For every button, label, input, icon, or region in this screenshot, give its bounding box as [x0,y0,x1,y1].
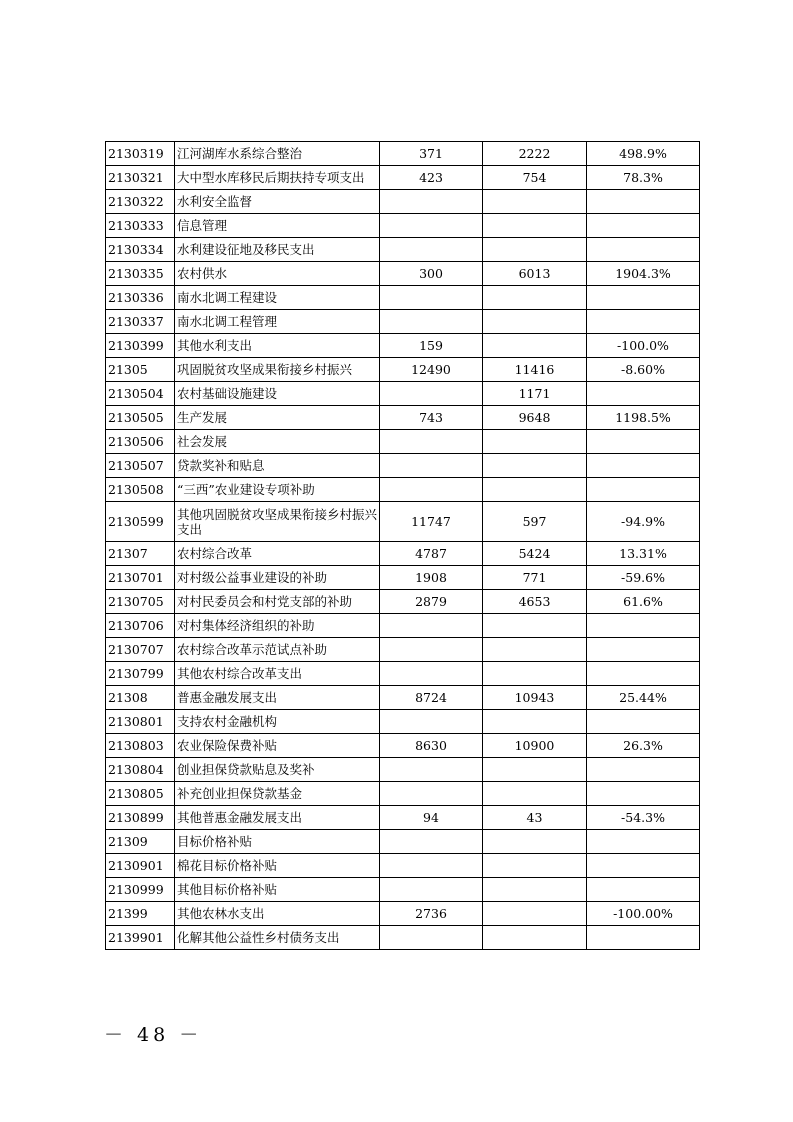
subject-code-cell: 2130334 [106,238,175,262]
value-col2-cell: 5424 [483,542,587,566]
change-rate-cell: 498.9% [587,142,700,166]
value-col2-cell: 771 [483,566,587,590]
change-rate-cell [587,830,700,854]
subject-name-cell: 棉花目标价格补贴 [175,854,380,878]
value-col2-cell [483,190,587,214]
subject-name-cell: 南水北调工程建设 [175,286,380,310]
change-rate-cell [587,430,700,454]
subject-code-cell: 2130507 [106,454,175,478]
change-rate-cell: -54.3% [587,806,700,830]
subject-code-cell: 2130803 [106,734,175,758]
change-rate-cell [587,782,700,806]
table-row [106,590,700,614]
subject-code-cell: 2130706 [106,614,175,638]
subject-name-cell: 农村综合改革 [175,542,380,566]
value-col2-cell: 9648 [483,406,587,430]
value-col1-cell [380,662,483,686]
subject-name-cell: 其他普惠金融发展支出 [175,806,380,830]
subject-code-cell: 2130805 [106,782,175,806]
value-col2-cell [483,926,587,950]
value-col1-cell: 423 [380,166,483,190]
value-col2-cell [483,430,587,454]
change-rate-cell [587,638,700,662]
change-rate-cell: 25.44% [587,686,700,710]
value-col1-cell [380,214,483,238]
value-col1-cell [380,758,483,782]
subject-code-cell: 2130508 [106,478,175,502]
subject-name-cell: 江河湖库水系综合整治 [175,142,380,166]
value-col2-cell [483,758,587,782]
subject-code-cell: 2130319 [106,142,175,166]
subject-name-cell: “三西”农业建设专项补助 [175,478,380,502]
subject-name-cell: 南水北调工程管理 [175,310,380,334]
value-col2-cell: 10943 [483,686,587,710]
value-col1-cell [380,454,483,478]
subject-code-cell: 2130801 [106,710,175,734]
table-row [106,478,700,502]
value-col1-cell [380,430,483,454]
value-col1-cell [380,238,483,262]
subject-code-cell: 21305 [106,358,175,382]
subject-name-cell: 农村基础设施建设 [175,382,380,406]
change-rate-cell [587,190,700,214]
subject-code-cell: 21308 [106,686,175,710]
table-row [106,830,700,854]
budget-table [105,141,700,950]
table-row [106,334,700,358]
change-rate-cell [587,478,700,502]
subject-name-cell: 生产发展 [175,406,380,430]
subject-code-cell: 21307 [106,542,175,566]
change-rate-cell: 61.6% [587,590,700,614]
value-col1-cell: 12490 [380,358,483,382]
value-col2-cell: 10900 [483,734,587,758]
change-rate-cell [587,758,700,782]
value-col2-cell [483,638,587,662]
table-row [106,662,700,686]
value-col2-cell: 4653 [483,590,587,614]
value-col1-cell [380,286,483,310]
change-rate-cell: -59.6% [587,566,700,590]
subject-code-cell: 2130707 [106,638,175,662]
change-rate-cell: -100.0% [587,334,700,358]
value-col1-cell: 2879 [380,590,483,614]
value-col1-cell [380,310,483,334]
table-row [106,926,700,950]
change-rate-cell [587,926,700,950]
value-col2-cell [483,662,587,686]
value-col1-cell [380,710,483,734]
value-col1-cell [380,614,483,638]
subject-code-cell: 21309 [106,830,175,854]
value-col2-cell [483,902,587,926]
value-col1-cell [380,830,483,854]
table-row [106,238,700,262]
subject-code-cell: 2139901 [106,926,175,950]
table-row [106,614,700,638]
table-row [106,358,700,382]
table-row [106,638,700,662]
change-rate-cell: -94.9% [587,502,700,542]
subject-code-cell: 2130901 [106,854,175,878]
subject-name-cell: 补充创业担保贷款基金 [175,782,380,806]
value-col2-cell [483,878,587,902]
change-rate-cell [587,614,700,638]
subject-name-cell: 信息管理 [175,214,380,238]
value-col1-cell: 11747 [380,502,483,542]
subject-name-cell: 化解其他公益性乡村债务支出 [175,926,380,950]
value-col1-cell: 94 [380,806,483,830]
value-col2-cell: 11416 [483,358,587,382]
subject-code-cell: 2130701 [106,566,175,590]
table-row [106,502,700,542]
subject-code-cell: 2130337 [106,310,175,334]
subject-code-cell: 2130804 [106,758,175,782]
change-rate-cell [587,662,700,686]
change-rate-cell: -8.60% [587,358,700,382]
table-row [106,854,700,878]
subject-code-cell: 2130799 [106,662,175,686]
value-col2-cell [483,238,587,262]
change-rate-cell [587,238,700,262]
table-row [106,902,700,926]
subject-name-cell: 普惠金融发展支出 [175,686,380,710]
table-row [106,710,700,734]
subject-name-cell: 巩固脱贫攻坚成果衔接乡村振兴 [175,358,380,382]
value-col1-cell [380,478,483,502]
value-col1-cell [380,382,483,406]
change-rate-cell [587,710,700,734]
value-col2-cell [483,614,587,638]
value-col1-cell [380,782,483,806]
change-rate-cell: 78.3% [587,166,700,190]
value-col1-cell [380,638,483,662]
value-col1-cell [380,926,483,950]
subject-code-cell: 2130333 [106,214,175,238]
table-row [106,142,700,166]
table-row [106,454,700,478]
value-col1-cell: 371 [380,142,483,166]
table-row [106,566,700,590]
change-rate-cell: 26.3% [587,734,700,758]
subject-name-cell: 水利建设征地及移民支出 [175,238,380,262]
subject-name-cell: 水利安全监督 [175,190,380,214]
subject-name-cell: 其他农村综合改革支出 [175,662,380,686]
subject-name-cell: 社会发展 [175,430,380,454]
subject-code-cell: 2130335 [106,262,175,286]
page-number: － 48 － [104,1024,203,1046]
table-row [106,758,700,782]
value-col1-cell: 1908 [380,566,483,590]
subject-code-cell: 2130599 [106,502,175,542]
subject-code-cell: 2130899 [106,806,175,830]
table-row [106,878,700,902]
subject-name-cell: 贷款奖补和贴息 [175,454,380,478]
change-rate-cell: 1198.5% [587,406,700,430]
value-col2-cell [483,310,587,334]
value-col2-cell: 1171 [483,382,587,406]
change-rate-cell [587,214,700,238]
table-row [106,806,700,830]
change-rate-cell [587,310,700,334]
table-row [106,166,700,190]
value-col1-cell: 4787 [380,542,483,566]
table-row [106,734,700,758]
subject-code-cell: 2130321 [106,166,175,190]
value-col2-cell [483,830,587,854]
subject-code-cell: 21399 [106,902,175,926]
value-col1-cell: 743 [380,406,483,430]
subject-code-cell: 2130505 [106,406,175,430]
change-rate-cell [587,454,700,478]
subject-name-cell: 创业担保贷款贴息及奖补 [175,758,380,782]
subject-name-cell: 支持农村金融机构 [175,710,380,734]
table-row [106,430,700,454]
change-rate-cell [587,382,700,406]
change-rate-cell: -100.00% [587,902,700,926]
value-col2-cell [483,782,587,806]
subject-name-cell: 农业保险保费补贴 [175,734,380,758]
value-col1-cell [380,190,483,214]
value-col2-cell: 43 [483,806,587,830]
subject-name-cell: 其他巩固脱贫攻坚成果衔接乡村振兴支出 [175,502,380,542]
subject-name-cell: 其他目标价格补贴 [175,878,380,902]
value-col1-cell: 8630 [380,734,483,758]
table-row [106,262,700,286]
subject-name-cell: 农村供水 [175,262,380,286]
subject-code-cell: 2130336 [106,286,175,310]
table-row [106,382,700,406]
subject-name-cell: 其他水利支出 [175,334,380,358]
table-row [106,190,700,214]
value-col2-cell [483,854,587,878]
value-col2-cell [483,478,587,502]
subject-name-cell: 大中型水库移民后期扶持专项支出 [175,166,380,190]
subject-code-cell: 2130999 [106,878,175,902]
change-rate-cell [587,878,700,902]
value-col2-cell: 754 [483,166,587,190]
change-rate-cell: 1904.3% [587,262,700,286]
value-col1-cell: 300 [380,262,483,286]
table-row [106,686,700,710]
value-col2-cell [483,286,587,310]
value-col2-cell: 2222 [483,142,587,166]
budget-table-body [106,142,700,950]
change-rate-cell [587,286,700,310]
subject-code-cell: 2130322 [106,190,175,214]
value-col1-cell: 2736 [380,902,483,926]
value-col2-cell: 6013 [483,262,587,286]
subject-name-cell: 目标价格补贴 [175,830,380,854]
change-rate-cell [587,854,700,878]
subject-name-cell: 其他农林水支出 [175,902,380,926]
subject-name-cell: 对村民委员会和村党支部的补助 [175,590,380,614]
subject-code-cell: 2130504 [106,382,175,406]
table-row [106,782,700,806]
value-col1-cell: 159 [380,334,483,358]
value-col1-cell [380,878,483,902]
table-row [106,214,700,238]
subject-code-cell: 2130506 [106,430,175,454]
table-row [106,406,700,430]
value-col2-cell [483,454,587,478]
value-col1-cell: 8724 [380,686,483,710]
subject-code-cell: 2130399 [106,334,175,358]
value-col2-cell [483,710,587,734]
table-row [106,542,700,566]
subject-name-cell: 对村级公益事业建设的补助 [175,566,380,590]
change-rate-cell: 13.31% [587,542,700,566]
subject-code-cell: 2130705 [106,590,175,614]
subject-name-cell: 对村集体经济组织的补助 [175,614,380,638]
value-col2-cell [483,214,587,238]
value-col2-cell [483,334,587,358]
subject-name-cell: 农村综合改革示范试点补助 [175,638,380,662]
table-row [106,310,700,334]
table-row [106,286,700,310]
value-col1-cell [380,854,483,878]
value-col2-cell: 597 [483,502,587,542]
